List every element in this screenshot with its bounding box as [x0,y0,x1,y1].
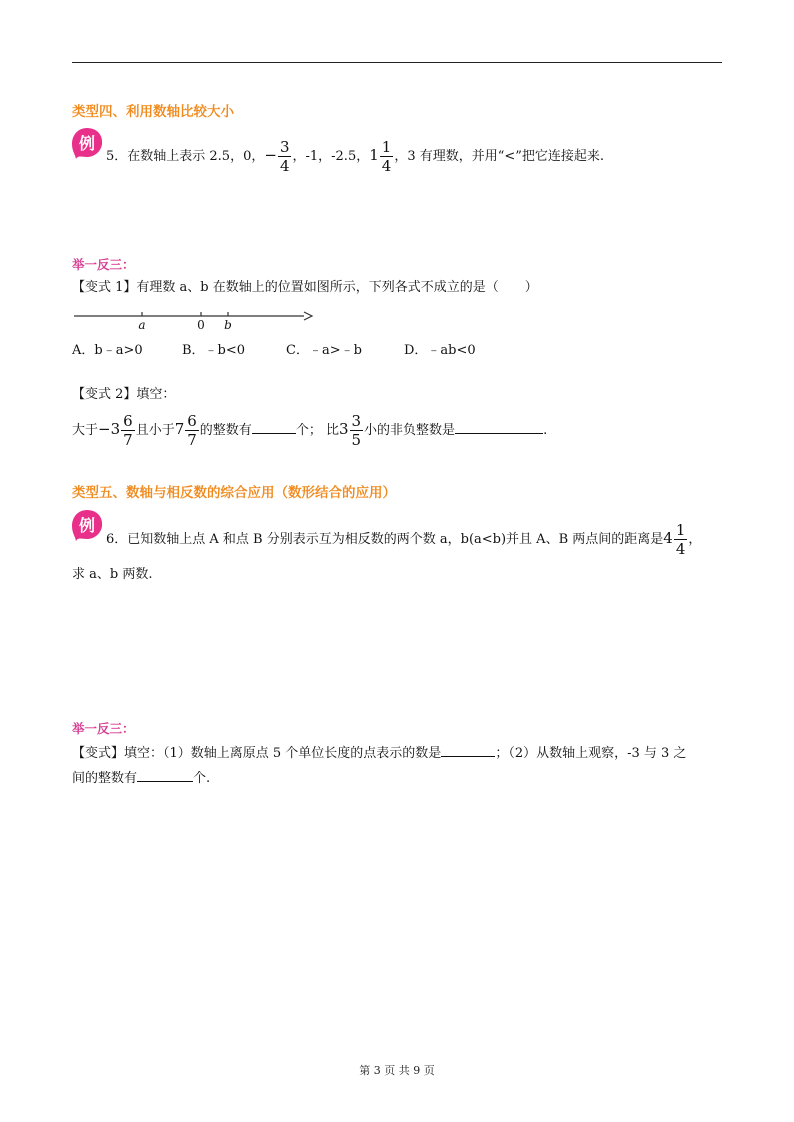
example-badge-text: 例 [78,134,96,153]
variant-2-label: 【变式 2】填空： [72,387,176,402]
ex5-text-3: ，3 有理数，并用“<”把它连接起来. [394,149,605,164]
page-footer: 第 3 页 共 9 页 [359,1064,435,1077]
header-rule [72,62,722,63]
v2-frac-3-num: 3 [351,412,362,430]
ex5-frac-1-den: 4 [279,157,290,175]
answer-blank-3[interactable] [441,744,495,757]
v2-frac-3 [350,412,364,449]
ex5-frac-2-num: 1 [381,138,392,156]
v3-text-1: 【变式】填空：（1）数轴上离原点 5 个单位长度的点表示的数是 [72,746,442,761]
number-line-figure [72,304,316,334]
example-6-line-2: 求 a、b 两数. [72,567,153,582]
practice-label-2: 举一反三： [72,721,135,736]
section-5-title: 类型五、数轴与相反数的综合应用（数形结合的应用） [72,485,396,501]
v2-frac-3-den: 5 [351,431,362,449]
v2-mixed-3-whole: 3 [338,420,349,438]
ex5-frac-2-den: 4 [381,157,392,175]
variant-2-line [72,412,547,449]
v2-text-2: 且小于 [135,423,175,438]
option-b: B．﹣b<0 [182,343,246,358]
label-b: b [224,318,232,332]
v2-frac-2-den: 7 [187,431,197,449]
ex6-mixed-whole: 4 [663,529,673,547]
v3-text-2: ；（2）从数轴上观察，-3 与 3 之 [495,746,687,761]
ex5-minus: − [264,146,277,164]
practice-label-1: 举一反三： [72,257,135,272]
ex6-frac-den: 4 [675,540,686,558]
example-badge-icon [70,508,104,542]
v3-text-4: 个. [193,771,211,786]
option-c: C．﹣a>﹣b [286,343,362,358]
label-a: a [138,318,146,332]
answer-blank-2[interactable] [455,421,543,434]
variant-3-line-2 [72,769,210,788]
answer-blank-1[interactable] [252,421,296,434]
variant-3-line-1 [72,744,686,763]
ex5-frac-2 [380,138,394,175]
example-5-line [106,138,604,175]
v2-frac-2-num: 6 [187,412,197,430]
ex6-text-2: ， [688,532,702,547]
ex5-frac-1-num: 3 [279,138,290,156]
section-4-title: 类型四、利用数轴比较大小 [72,104,234,120]
v2-text-6: . [543,423,548,438]
option-d: D．﹣ab<0 [404,343,476,358]
v2-mixed-2-whole: 7 [174,420,185,438]
variant-1-question: 【变式 1】有理数 a、b 在数轴上的位置如图所示，下列各式不成立的是（ ） [72,280,538,295]
v3-text-3: 间的整数有 [72,771,138,786]
label-zero: 0 [197,318,205,332]
v2-text-4: 个； 比 [295,423,339,438]
v2-text-3: 的整数有 [199,423,252,438]
v2-text-5: 小的非负整数是 [364,423,456,438]
ex5-text-1: 5．在数轴上表示 2.5，0， [106,149,265,164]
ex5-text-2: ，-1，-2.5， [292,149,370,164]
v2-text-1: 大于 [72,423,99,438]
answer-blank-4[interactable] [137,769,193,782]
variant-1-options [72,342,552,360]
ex5-mixed-whole: 1 [369,146,379,164]
example-badge-icon [70,126,104,160]
ex6-text-1: 6．已知数轴上点 A 和点 B 分别表示互为相反数的两个数 a，b(a<b)并且 A、B 两点间的距离是 [106,532,664,547]
example-6-line [106,521,701,558]
v2-frac-2 [185,412,199,449]
v2-mixed-1-whole: −3 [98,420,121,438]
v2-frac-1-den: 7 [123,431,133,449]
ex6-frac-num: 1 [675,521,686,539]
ex6-frac [674,521,688,558]
v2-frac-1-num: 6 [123,412,133,430]
example-badge-text: 例 [78,516,96,535]
option-a: A．b﹣a>0 [72,343,143,358]
v2-frac-1 [121,412,135,449]
ex5-frac-1 [278,138,292,175]
number-line-arrow-icon [304,312,312,320]
